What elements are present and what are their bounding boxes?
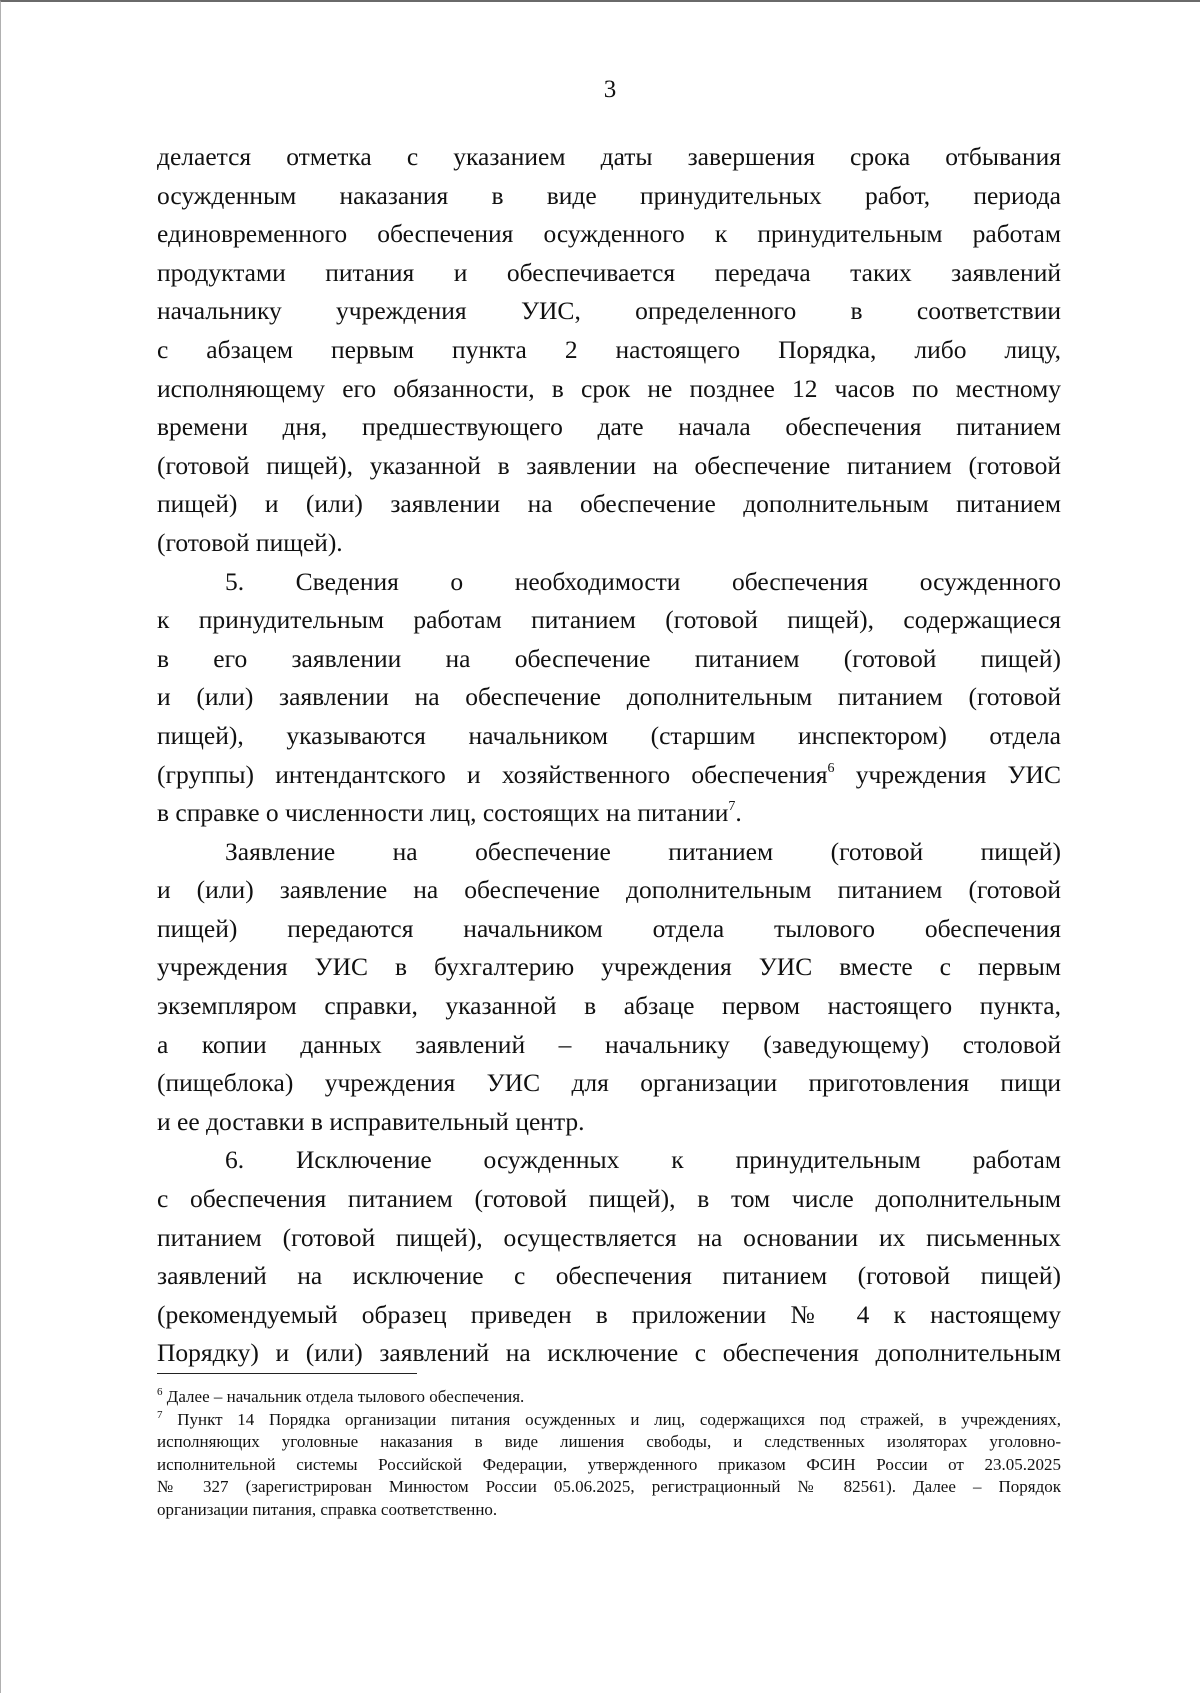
footnote-7-line [157, 1409, 1061, 1432]
paragraph-item-6 [157, 1141, 1061, 1373]
footnote-7-line: исполнительной системы Российской Федерации, утвержденного приказом ФСИН России от 23.05.2025 [157, 1454, 1061, 1474]
footnote-marker-6: 6 [827, 760, 835, 776]
text-line: пищей) передаются начальником отдела тылового обеспечения [157, 913, 1061, 943]
text-line: и (или) заявление на обеспечение дополнительным питанием (готовой [157, 875, 1061, 905]
footnote-number: 6 [157, 1386, 163, 1398]
text-line: 6. Исключение осужденных к принудительным работам [225, 1145, 1061, 1175]
text-line: единовременного обеспечения осужденного к принудительным работам [157, 219, 1061, 249]
paragraph-statement [157, 833, 1061, 1142]
text-line: времени дня, предшествующего дате начала обеспечения питанием [157, 412, 1061, 442]
text-line: осужденным наказания в виде принудительных работ, периода [157, 180, 1061, 210]
text-line: к принудительным работам питанием (готовой пищей), содержащиеся [157, 605, 1061, 635]
footnote-marker-7: 7 [728, 799, 736, 815]
text-segment: (группы) интендантского и хозяйственного обеспечения [157, 759, 828, 789]
text-line: исполняющему его обязанности, в срок не позднее 12 часов по местному [157, 373, 1061, 403]
text-segment: . [735, 798, 742, 828]
footnote-text: Далее – начальник отдела тылового обеспечения. [166, 1387, 525, 1406]
footnote-text: Пункт 14 Порядка организации питания осужденных и лиц, содержащихся под стражей, в учреждениях, [177, 1409, 1061, 1429]
text-line: и (или) заявлении на обеспечение дополнительным питанием (готовой [157, 682, 1061, 712]
text-line: Порядку) и (или) заявлений на исключение с обеспечения дополнительным [157, 1338, 1061, 1368]
text-line-with-footnote-6 [157, 756, 1061, 795]
text-segment: учреждения УИС [834, 759, 1061, 789]
text-line: (пищеблока) учреждения УИС для организации приготовления пищи [157, 1068, 1061, 1098]
text-line: с обеспечения питанием (готовой пищей), в том числе дополнительным [157, 1184, 1061, 1214]
footnote-6 [157, 1386, 1061, 1409]
text-line: экземпляром справки, указанной в абзаце первом настоящего пункта, [157, 991, 1061, 1021]
text-line: делается отметка с указанием даты завершения срока отбывания [157, 142, 1061, 171]
footnote-separator [157, 1373, 417, 1374]
text-line: пищей), указываются начальником (старшим инспектором) отдела [157, 720, 1061, 750]
text-line: питанием (готовой пищей), осуществляется на основании их письменных [157, 1222, 1061, 1252]
page-number: 3 [603, 76, 617, 103]
text-line: учреждения УИС в бухгалтерию учреждения УИС вместе с первым [157, 952, 1061, 982]
footnote-7-line: исполняющих уголовные наказания в виде лишения свободы, и следственных изоляторах уголовно- [157, 1432, 1061, 1451]
text-line: Заявление на обеспечение питанием (готовой пищей) [225, 836, 1061, 866]
text-line: в его заявлении на обеспечение питанием (готовой пищей) [157, 643, 1061, 673]
text-line: (готовой пищей), указанной в заявлении на обеспечение питанием (готовой [157, 450, 1061, 480]
text-line: начальнику учреждения УИС, определенного в соответствии [157, 296, 1061, 326]
text-line: с абзацем первым пункта 2 настоящего Порядка, либо лицу, [157, 334, 1061, 364]
footnote-number: 7 [157, 1408, 163, 1421]
text-line: продуктами питания и обеспечивается передача таких заявлений [157, 257, 1061, 287]
text-line: (рекомендуемый образец приведен в приложении № 4 к настоящему [157, 1299, 1061, 1329]
text-line: 5. Сведения о необходимости обеспечения осужденного [225, 566, 1061, 596]
footnotes [157, 1386, 1061, 1521]
text-line: а копии данных заявлений – начальнику (заведующему) столовой [157, 1029, 1061, 1059]
footnote-7-line: организации питания, справка соответственно. [157, 1499, 498, 1519]
text-line-with-footnote-7 [157, 794, 1061, 833]
paragraph-item-5 [157, 563, 1061, 833]
text-line: и ее доставки в исправительный центр. [157, 1106, 585, 1136]
body-text [157, 138, 1061, 1373]
text-line: заявлений на исключение с обеспечения питанием (готовой пищей) [157, 1261, 1061, 1291]
text-line: (готовой пищей). [157, 527, 343, 557]
paragraph-continuation [157, 138, 1061, 563]
text-line: пищей) и (или) заявлении на обеспечение дополнительным питанием [157, 489, 1061, 519]
text-segment: в справке о численности лиц, состоящих на питании [157, 798, 729, 828]
footnote-7-line: № 327 (зарегистрирован Минюстом России 05.06.2025, регистрационный № 82561). Далее – Порядок [157, 1477, 1061, 1496]
